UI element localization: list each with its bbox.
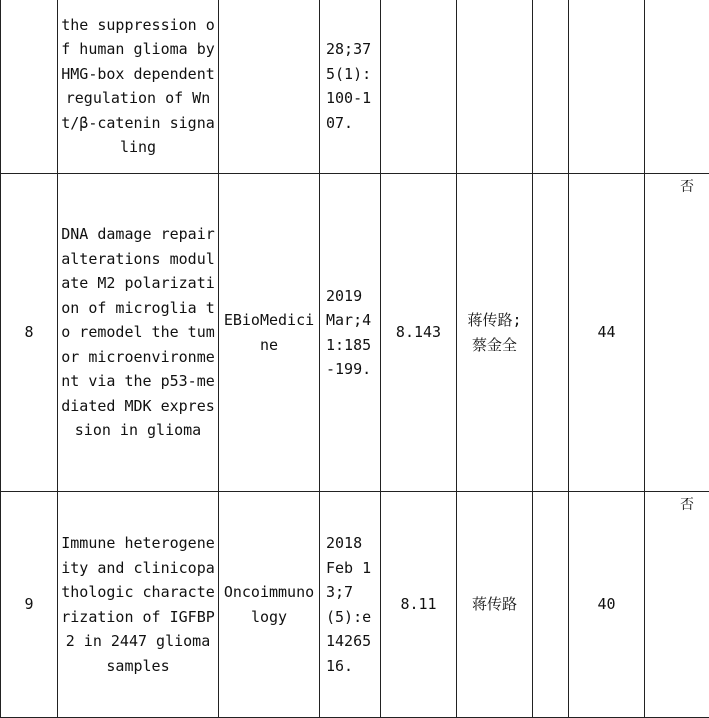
publication-date-cell: 2018 Feb 13;7(5):e1426516. (320, 492, 381, 718)
flag-cell (645, 0, 709, 174)
publication-date-cell: 28;375(1):100-107. (320, 0, 381, 174)
citation-count-cell: 40 (569, 492, 645, 718)
paper-title-cell: Immune heterogeneity and clinicopathologic characterization of IGFBP2 in 2447 glioma samples (58, 492, 219, 718)
authors-cell: 蒋传路;蔡金全 (457, 174, 533, 492)
impact-factor-cell: 8.11 (381, 492, 457, 718)
extra-cell (533, 492, 569, 718)
authors-cell (457, 0, 533, 174)
row-number-cell: 8 (1, 174, 58, 492)
flag-cell: 否 (645, 492, 709, 718)
flag-cell: 否 (645, 174, 709, 492)
extra-cell (533, 0, 569, 174)
publication-date-cell: 2019 Mar;41:185-199. (320, 174, 381, 492)
table-row (1, 492, 709, 718)
paper-title-cell: DNA damage repair alterations modulate M2 polarization of microglia to remodel the tumor microenvironment via the p53-mediated MDK expression in glioma (58, 174, 219, 492)
row-number-cell: 9 (1, 492, 58, 718)
journal-cell: EBioMedicine (219, 174, 320, 492)
authors-cell: 蒋传路 (457, 492, 533, 718)
table-row (1, 0, 709, 174)
journal-cell: Oncoimmunology (219, 492, 320, 718)
impact-factor-cell: 8.143 (381, 174, 457, 492)
table-row (1, 174, 709, 492)
citation-count-cell: 44 (569, 174, 645, 492)
paper-title-cell: the suppression of human glioma by HMG-box dependent regulation of Wnt/β-catenin signaling (58, 0, 219, 174)
citation-count-cell (569, 0, 645, 174)
row-number-cell (1, 0, 58, 174)
journal-cell (219, 0, 320, 174)
extra-cell (533, 174, 569, 492)
impact-factor-cell (381, 0, 457, 174)
